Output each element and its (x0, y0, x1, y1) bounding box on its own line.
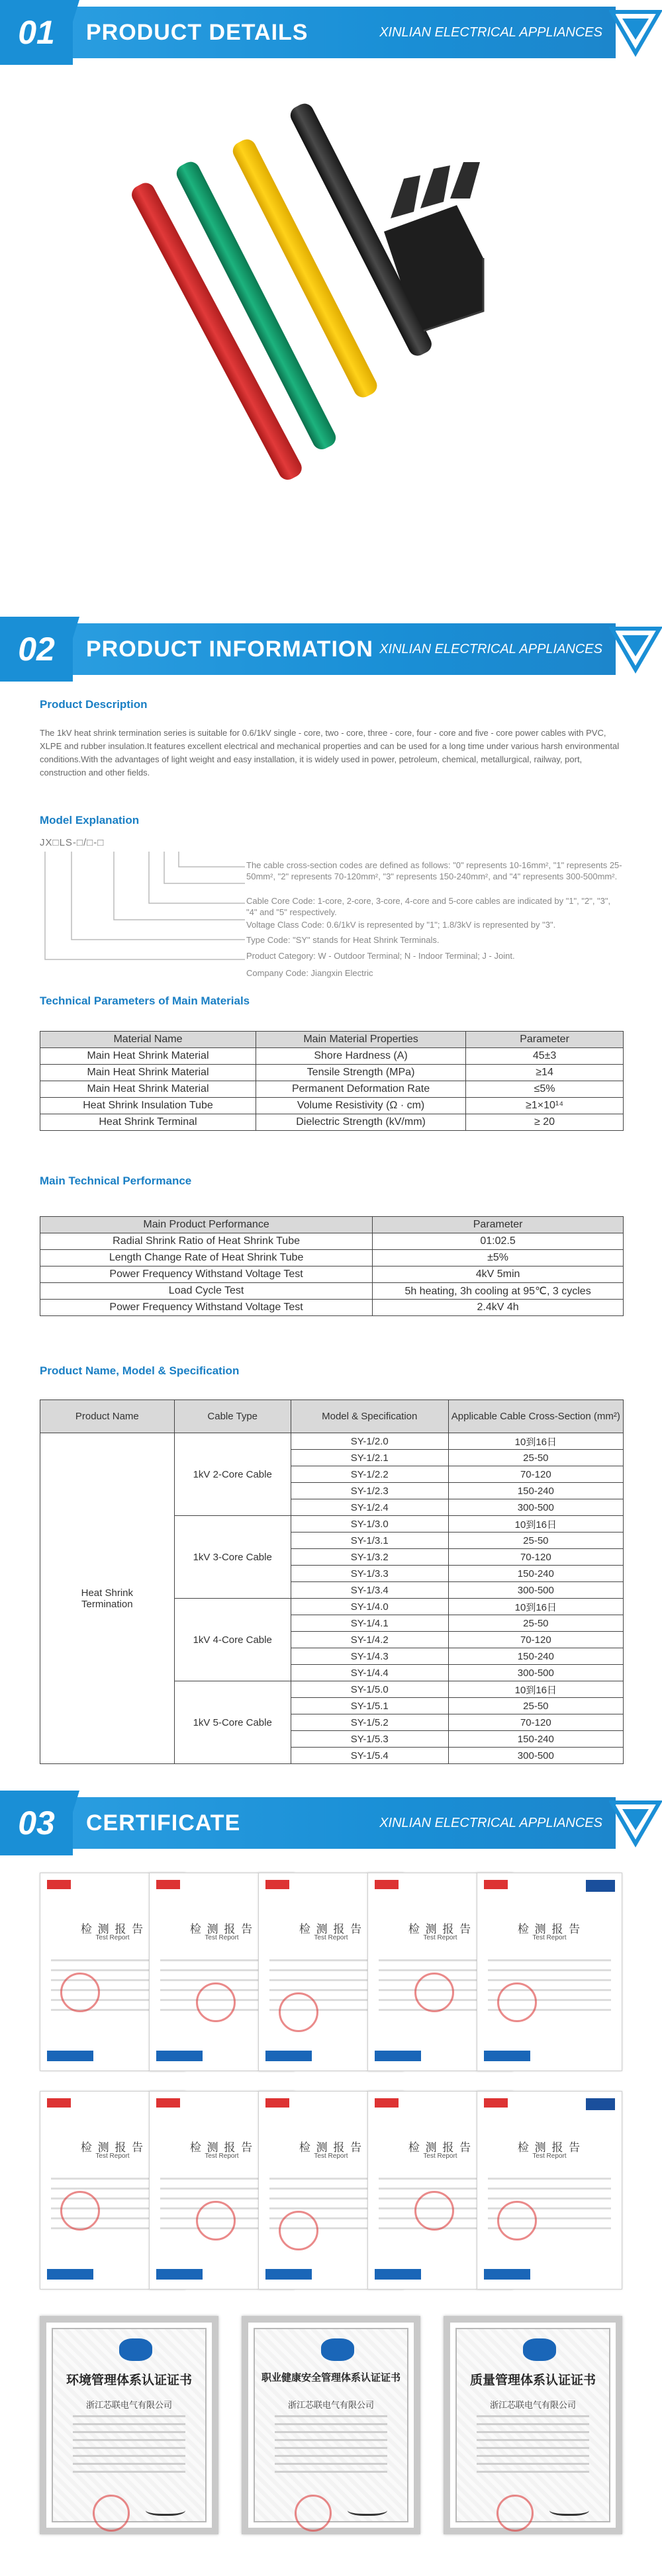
table-header: Applicable Cable Cross-Section (mm²) (448, 1400, 623, 1433)
model-desc-core: Cable Core Code: 1-core, 2-core, 3-core, 4-core and 5-core cables are indicated by "1", "2", "3", "4" and "5" respectively. (246, 896, 611, 917)
table-row (40, 1098, 624, 1114)
cross-section-cell: 150-240 (448, 1648, 623, 1665)
report-subtitle: Test Report (95, 1934, 130, 1941)
table-row (40, 1250, 624, 1266)
model-cell: SY-1/5.1 (291, 1698, 448, 1714)
cross-section-cell: 10到16日 (448, 1433, 623, 1450)
table-cell: ≥1×10¹⁴ (466, 1098, 624, 1114)
heat-shrink-tubes-image (99, 93, 510, 569)
model-cell: SY-1/5.0 (291, 1681, 448, 1698)
lab-footer-logo-icon (156, 2051, 203, 2061)
cross-section-cell: 25-50 (448, 1615, 623, 1632)
seal-stamp-icon (497, 1982, 537, 2022)
model-desc-category: Product Category: W - Outdoor Terminal; N - Indoor Terminal; J - Joint. (246, 951, 515, 961)
lab-logo-icon (375, 1880, 399, 1889)
lab-footer-logo-icon (484, 2051, 530, 2061)
product-name-cell: Heat Shrink Termination (40, 1433, 175, 1764)
cable-type-cell: 1kV 2-Core Cable (174, 1433, 291, 1516)
seal-stamp-icon (279, 2211, 318, 2250)
cross-section-cell: 25-50 (448, 1450, 623, 1466)
model-cell: SY-1/5.4 (291, 1748, 448, 1764)
cross-section-cell: 10到16日 (448, 1599, 623, 1615)
lab-footer-logo-icon (265, 2051, 312, 2061)
table-cell: Main Heat Shrink Material (40, 1065, 256, 1081)
table-cell: Permanent Deformation Rate (256, 1081, 465, 1098)
report-title: 检 测 报 告 (408, 1923, 473, 1935)
model-cell: SY-1/2.2 (291, 1466, 448, 1483)
model-cell: SY-1/3.0 (291, 1516, 448, 1532)
lab-logo-icon (156, 2098, 180, 2108)
section-subtitle: XINLIAN ELECTRICAL APPLIANCES (379, 25, 602, 40)
products-heading: Product Name, Model & Specification (40, 1364, 240, 1377)
test-report-document (477, 2091, 622, 2289)
table-header: Product Name (40, 1400, 175, 1433)
cable-type-cell: 1kV 3-Core Cable (174, 1516, 291, 1599)
materials-heading: Technical Parameters of Main Materials (40, 995, 250, 1007)
report-subtitle: Test Report (314, 2153, 348, 2160)
cross-section-cell: 70-120 (448, 1714, 623, 1731)
table-cell: Heat Shrink Insulation Tube (40, 1098, 256, 1114)
table-cell: Load Cycle Test (40, 1283, 373, 1300)
seal-stamp-icon (295, 2495, 332, 2532)
model-cell: SY-1/4.3 (291, 1648, 448, 1665)
lab-logo-icon (265, 1880, 289, 1889)
table-cell: 45±3 (466, 1048, 624, 1065)
lab-footer-logo-icon (484, 2269, 530, 2280)
model-cell: SY-1/4.0 (291, 1599, 448, 1615)
model-cell: SY-1/4.4 (291, 1665, 448, 1681)
table-cell: ≤5% (466, 1081, 624, 1098)
management-certificate (444, 2316, 622, 2534)
section-title: PRODUCT DETAILS (86, 20, 308, 45)
lab-logo-icon (484, 1880, 508, 1889)
seal-stamp-icon (414, 2191, 454, 2231)
model-cell: SY-1/3.4 (291, 1582, 448, 1599)
lab-logo-icon (375, 2098, 399, 2108)
lab-footer-logo-icon (156, 2269, 203, 2280)
table-header: Cable Type (174, 1400, 291, 1433)
lab-footer-logo-icon (47, 2269, 93, 2280)
cross-section-cell: 25-50 (448, 1532, 623, 1549)
table-row (40, 1433, 624, 1450)
certificate-company: 浙江芯联电气有限公司 (287, 2400, 374, 2410)
model-cell: SY-1/5.3 (291, 1731, 448, 1748)
cert-authority-logo-icon (523, 2338, 556, 2361)
cross-section-cell: 10到16日 (448, 1681, 623, 1698)
table-cell: 4kV 5min (373, 1266, 624, 1283)
section-subtitle: XINLIAN ELECTRICAL APPLIANCES (379, 1816, 602, 1830)
section-subtitle: XINLIAN ELECTRICAL APPLIANCES (379, 642, 602, 656)
table-cell: 2.4kV 4h (373, 1300, 624, 1316)
table-header: Main Material Properties (256, 1032, 465, 1048)
test-reports-row (40, 1873, 622, 2078)
report-title: 检 测 报 告 (517, 2141, 582, 2154)
cross-section-cell: 25-50 (448, 1698, 623, 1714)
table-row (40, 1233, 624, 1250)
report-subtitle: Test Report (423, 2153, 457, 2160)
model-cell: SY-1/4.2 (291, 1632, 448, 1648)
cross-section-cell: 70-120 (448, 1549, 623, 1566)
section-number: 02 (0, 617, 73, 682)
signature-icon (146, 2503, 185, 2516)
table-row (40, 1114, 624, 1131)
table-row (40, 1065, 624, 1081)
model-cell: SY-1/3.1 (291, 1532, 448, 1549)
model-desc-company: Company Code: Jiangxin Electric (246, 968, 373, 978)
table-cell: Heat Shrink Terminal (40, 1114, 256, 1131)
report-subtitle: Test Report (95, 2153, 130, 2160)
model-desc-voltage: Voltage Class Code: 0.6/1kV is represented by "1"; 1.8/3kV is represented by "3". (246, 920, 556, 930)
performance-table (40, 1216, 624, 1316)
report-subtitle: Test Report (205, 2153, 239, 2160)
lab-logo-icon (265, 2098, 289, 2108)
seal-stamp-icon (496, 2495, 534, 2532)
model-connector-lines (40, 837, 246, 989)
cross-section-cell: 150-240 (448, 1731, 623, 1748)
table-header-row (40, 1400, 624, 1433)
certificate-company: 浙江芯联电气有限公司 (85, 2400, 172, 2410)
lab-footer-logo-icon (375, 2051, 421, 2061)
section-title: PRODUCT INFORMATION (86, 637, 373, 662)
table-cell: 01:02.5 (373, 1233, 624, 1250)
table-cell: Volume Resistivity (Ω · cm) (256, 1098, 465, 1114)
table-cell: 5h heating, 3h cooling at 95℃, 3 cycles (373, 1283, 624, 1300)
seal-stamp-icon (60, 2191, 100, 2231)
table-cell: Main Heat Shrink Material (40, 1081, 256, 1098)
report-subtitle: Test Report (205, 1934, 239, 1941)
certificate-title: 环境管理体系认证证书 (66, 2374, 192, 2387)
cable-type-cell: 1kV 4-Core Cable (174, 1599, 291, 1681)
lab-logo-icon (484, 2098, 508, 2108)
table-header: Material Name (40, 1032, 256, 1048)
seal-stamp-icon (60, 1973, 100, 2012)
model-desc-type: Type Code: "SY" stands for Heat Shrink Terminals. (246, 935, 440, 945)
cross-section-cell: 300-500 (448, 1665, 623, 1681)
section-banner-2 (0, 617, 662, 682)
table-row (40, 1300, 624, 1316)
description-text: The 1kV heat shrink termination series is suitable for 0.6/1kV single - core, two - core, three - core, four - core and five - core power cables with PVC, XLPE and rubber insulation.It features excellent electrical and mechanical properties and can be used for a long time under various harsh environmental conditions.With the advantages of light weight and easy installation, it is widely used in power, petroleum, chemical, metallurgical, railway, port, construction and other fields. (40, 728, 620, 777)
model-explanation (40, 837, 622, 989)
model-cell: SY-1/2.4 (291, 1499, 448, 1516)
report-title: 检 测 报 告 (299, 1923, 363, 1935)
report-title: 检 测 报 告 (299, 2141, 363, 2154)
cross-section-cell: 150-240 (448, 1483, 623, 1499)
seal-stamp-icon (196, 1982, 236, 2022)
report-subtitle: Test Report (532, 1934, 567, 1941)
certificate-title: 质量管理体系认证证书 (469, 2374, 596, 2387)
management-certificate (40, 2316, 218, 2534)
ilac-logo-icon (586, 1880, 615, 1892)
report-title: 检 测 报 告 (189, 1923, 254, 1935)
test-report-document (477, 1873, 622, 2071)
table-cell: ≥ 20 (466, 1114, 624, 1131)
model-cell: SY-1/2.0 (291, 1433, 448, 1450)
model-cell: SY-1/5.2 (291, 1714, 448, 1731)
signature-icon (549, 2503, 589, 2516)
report-subtitle: Test Report (532, 2153, 567, 2160)
section-number: 03 (0, 1791, 73, 1855)
performance-heading: Main Technical Performance (40, 1175, 192, 1187)
products-table (40, 1399, 624, 1764)
chevron-down-icon (609, 5, 662, 60)
report-title: 检 测 报 告 (80, 1923, 145, 1935)
lab-logo-icon (47, 2098, 71, 2108)
section-banner-1 (0, 0, 662, 65)
lab-footer-logo-icon (47, 2051, 93, 2061)
table-header: Parameter (373, 1217, 624, 1233)
certificates-row (40, 2316, 622, 2554)
management-certificate (242, 2316, 420, 2534)
test-reports-row (40, 2091, 622, 2296)
model-cell: SY-1/3.2 (291, 1549, 448, 1566)
lab-logo-icon (156, 1880, 180, 1889)
certificate-title: 职业健康安全管理体系认证证书 (261, 2372, 401, 2383)
table-cell: Dielectric Strength (kV/mm) (256, 1114, 465, 1131)
table-row (40, 1048, 624, 1065)
materials-table (40, 1031, 624, 1131)
cross-section-cell: 70-120 (448, 1466, 623, 1483)
description-heading: Product Description (40, 698, 148, 711)
table-cell: Power Frequency Withstand Voltage Test (40, 1266, 373, 1283)
cross-section-cell: 150-240 (448, 1566, 623, 1582)
seal-stamp-icon (414, 1973, 454, 2012)
table-row (40, 1283, 624, 1300)
table-header: Main Product Performance (40, 1217, 373, 1233)
report-title: 检 测 报 告 (189, 2141, 254, 2154)
table-cell: Main Heat Shrink Material (40, 1048, 256, 1065)
ilac-logo-icon (586, 2098, 615, 2110)
table-header: Parameter (466, 1032, 624, 1048)
section-title: CERTIFICATE (86, 1810, 241, 1836)
table-header: Model & Specification (291, 1400, 448, 1433)
cross-section-cell: 300-500 (448, 1582, 623, 1599)
seal-stamp-icon (497, 2201, 537, 2241)
model-cell: SY-1/4.1 (291, 1615, 448, 1632)
cross-section-cell: 300-500 (448, 1748, 623, 1764)
report-title: 检 测 报 告 (517, 1923, 582, 1935)
table-cell: ≥14 (466, 1065, 624, 1081)
report-title: 检 测 报 告 (80, 2141, 145, 2154)
seal-stamp-icon (93, 2495, 130, 2532)
model-cell: SY-1/3.3 (291, 1566, 448, 1582)
model-cell: SY-1/2.1 (291, 1450, 448, 1466)
cert-authority-logo-icon (119, 2338, 152, 2361)
table-cell: Power Frequency Withstand Voltage Test (40, 1300, 373, 1316)
table-row (40, 1081, 624, 1098)
certificate-company: 浙江芯联电气有限公司 (489, 2400, 576, 2410)
chevron-down-icon (609, 622, 662, 676)
cross-section-cell: 300-500 (448, 1499, 623, 1516)
cable-type-cell: 1kV 5-Core Cable (174, 1681, 291, 1764)
table-cell: Shore Hardness (A) (256, 1048, 465, 1065)
seal-stamp-icon (196, 2201, 236, 2241)
report-subtitle: Test Report (423, 1934, 457, 1941)
chevron-down-icon (609, 1796, 662, 1850)
table-cell: ±5% (373, 1250, 624, 1266)
model-code: JX□LS-□/□-□ (40, 837, 105, 848)
table-row (40, 1266, 624, 1283)
model-desc-cross-section: The cable cross-section codes are defined as follows: "0" represents 10-16mm², "1" represents 25-50mm², "2" represents 70-120mm², "3" represents 150-240mm², and "4" represents 300-500mm². (246, 860, 622, 881)
cross-section-cell: 10到16日 (448, 1516, 623, 1532)
section-banner-3 (0, 1791, 662, 1855)
model-heading: Model Explanation (40, 814, 140, 826)
report-title: 检 测 报 告 (408, 2141, 473, 2154)
report-subtitle: Test Report (314, 1934, 348, 1941)
signature-icon (348, 2503, 387, 2516)
table-cell: Length Change Rate of Heat Shrink Tube (40, 1250, 373, 1266)
lab-footer-logo-icon (375, 2269, 421, 2280)
lab-footer-logo-icon (265, 2269, 312, 2280)
seal-stamp-icon (279, 1992, 318, 2032)
section-number: 01 (0, 0, 73, 65)
cross-section-cell: 70-120 (448, 1632, 623, 1648)
table-header-row (40, 1032, 624, 1048)
table-cell: Tensile Strength (MPa) (256, 1065, 465, 1081)
table-cell: Radial Shrink Ratio of Heat Shrink Tube (40, 1233, 373, 1250)
cert-authority-logo-icon (321, 2338, 354, 2361)
table-header-row (40, 1217, 624, 1233)
model-cell: SY-1/2.3 (291, 1483, 448, 1499)
lab-logo-icon (47, 1880, 71, 1889)
